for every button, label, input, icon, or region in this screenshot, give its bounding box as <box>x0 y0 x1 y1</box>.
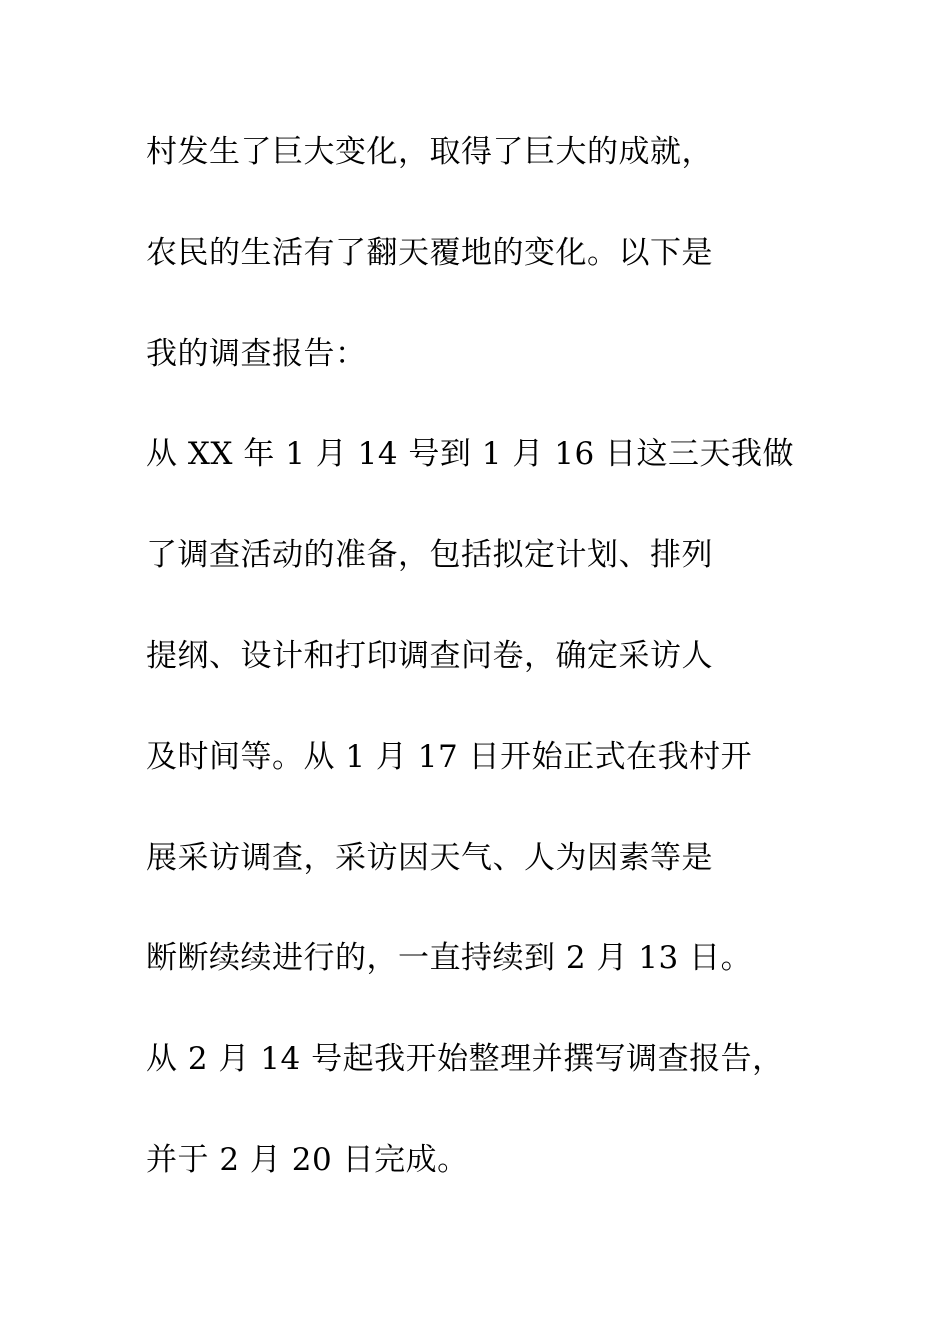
text-line: 展采访调查，采访因天气、人为因素等是 <box>146 839 713 876</box>
text-line: 提纲、设计和打印调查问卷，确定采访人 <box>146 637 713 674</box>
text-line: 从 2 月 14 号起我开始整理并撰写调查报告， <box>146 1041 784 1078</box>
text-line: 及时间等。从 1 月 17 日开始正式在我村开 <box>146 738 753 775</box>
text-line: 村发生了巨大变化，取得了巨大的成就， <box>146 134 713 170</box>
text-line: 并于 2 月 20 日完成。 <box>146 1141 469 1178</box>
text-line: 从 XX 年 1 月 14 号到 1 月 16 日这三天我做 <box>146 436 795 473</box>
text-line: 断断续续进行的，一直持续到 2 月 13 日。 <box>146 940 753 977</box>
text-line: 农民的生活有了翻天覆地的变化。以下是 <box>146 234 713 271</box>
text-line: 我的调查报告： <box>146 335 367 372</box>
body-text <box>146 121 846 1230</box>
text-line: 了调查活动的准备，包括拟定计划、排列 <box>146 537 713 574</box>
